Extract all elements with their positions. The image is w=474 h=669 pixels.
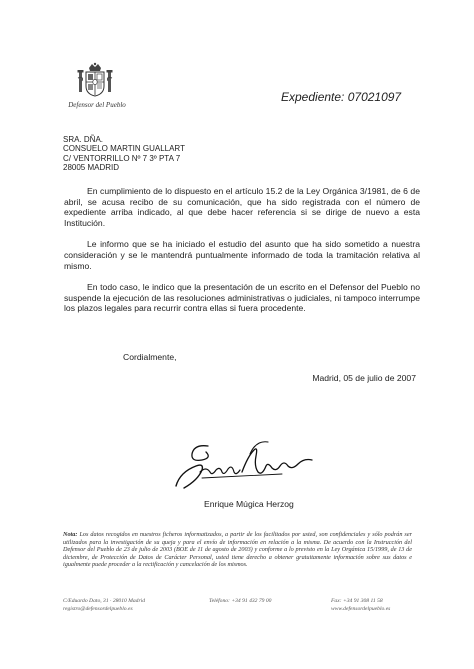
recipient-line: SRA. DÑA. <box>63 135 104 144</box>
signer-name: Enrique Múgica Herzog <box>204 499 294 509</box>
recipient-line: C/ VENTORRILLO Nº 7 3º PTA 7 <box>63 153 181 163</box>
footer-address: C/Eduardo Dato, 31 · 28010 Madrid <box>63 598 145 604</box>
coat-of-arms-icon <box>76 62 114 98</box>
body-paragraph: Le informo que se ha iniciado el estudio del asunto que ha sido sometido a nuestra consideración y se le mantendrá puntualmente informado de toda la tramitación relativa al mismo. <box>64 239 420 271</box>
institution-name: Defensor del Pueblo <box>68 101 126 109</box>
case-number: Expediente: 07021097 <box>281 90 402 104</box>
note-label: Nota: <box>63 531 78 538</box>
recipient-line: 28005 MADRID <box>63 163 120 173</box>
footer-fax-column <box>331 597 390 613</box>
recipient-address <box>63 135 185 173</box>
letter-body <box>64 186 420 325</box>
closing-salutation: Cordialmente, <box>123 352 177 362</box>
note-text: Los datos recogidos en nuestros ficheros informatizados, a partir de los facilitados por usted, son confidenciales y sólo podrán ser utilizados para la investigación de su queja y para el envío de información en relación a la misma. De acuerdo con la Instrucción del Defensor del Pueblo de 23 de julio de 2003 (BOE de 11 de agosto de 2003) y conforme a lo previsto en la Ley Orgánica 15/1999, de 13 de diciembre, de Protección de Datos de Carácter Personal, usted tiene derecho a obtener gratuitamente información sobre sus datos e igualmente puede proceder a la rectificación y cancelación de los mismos. <box>63 531 412 569</box>
footer-address-column <box>63 597 145 613</box>
footer-web: www.defensordelpueblo.es <box>331 606 391 612</box>
recipient-line: CONSUELO MARTIN GUALLART <box>63 144 185 154</box>
footer-email: registro@defensordelpueblo.es <box>63 606 133 612</box>
body-paragraph: En cumplimiento de lo dispuesto en el artículo 15.2 de la Ley Orgánica 3/1981, de 6 de abril, se acusa recibo de su comunicación, que ha sido registrada con el número de expediente arriba indicado, al que debe hacer referencia si se dirige de nuevo a esta Institución. <box>64 186 420 228</box>
privacy-note <box>63 531 412 569</box>
footer-phone: Teléfono: +34 91 432 79 00 <box>209 598 272 604</box>
handwritten-signature <box>172 436 322 494</box>
letter-date: Madrid, 05 de julio de 2007 <box>312 373 416 383</box>
footer-fax: Fax: +34 91 308 11 58 <box>331 598 383 604</box>
body-paragraph: En todo caso, le indico que la presentación de un escrito en el Defensor del Pueblo no suspende la ejecución de las resoluciones administrativas o judiciales, ni tampoco interrumpe los plazos legales para recurrir contra ellas si fuera procedente. <box>64 282 420 314</box>
